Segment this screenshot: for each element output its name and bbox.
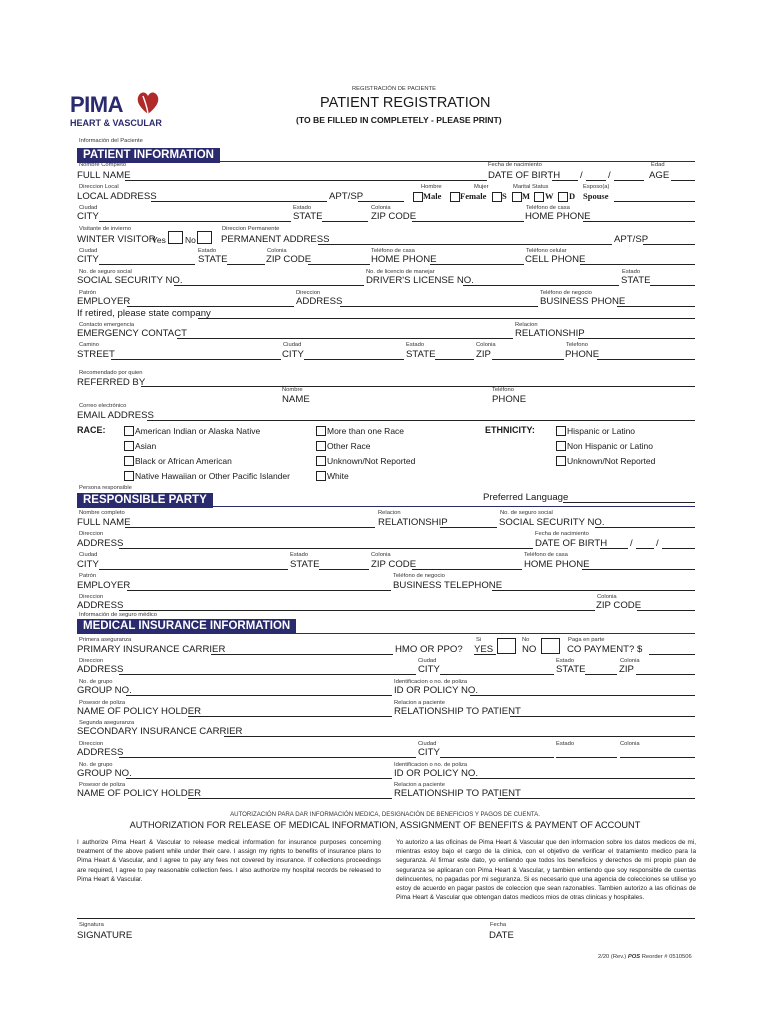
- label-es: Primera aseguranza: [79, 637, 132, 643]
- hmo-ppo-label: HMO OR PPO?: [395, 644, 463, 655]
- label-es: Direccion Permanente: [222, 226, 280, 232]
- label-es: Si: [476, 637, 482, 643]
- label-es: No. de licencio de manejar: [366, 269, 435, 275]
- state3-label: STATE: [621, 275, 651, 286]
- group2-no-label: GROUP NO.: [77, 768, 132, 779]
- hmo-no-label: NO: [522, 644, 537, 655]
- rp-zip2-field[interactable]: [637, 610, 695, 611]
- label-es: Teléfono de casa: [524, 552, 568, 558]
- apt2-field[interactable]: [643, 244, 695, 245]
- primary-carrier-field[interactable]: [211, 654, 393, 655]
- spouse-field[interactable]: [614, 201, 695, 202]
- rp-state-field[interactable]: [319, 569, 369, 570]
- label-es: No. de grupo: [79, 679, 113, 685]
- race-option-label: Other Race: [327, 441, 371, 451]
- label-es: Estado: [622, 269, 641, 275]
- cell-phone-field[interactable]: [580, 264, 695, 265]
- race-option-label: White: [327, 471, 349, 481]
- date-label: DATE: [489, 930, 514, 941]
- zip4-field[interactable]: [492, 359, 564, 360]
- authorization-text-es: Yo autorizo a las oficinas de Pima Heart & Vascular que den informacion sobre los datos medicos de mi, mientras estoy bajo el cargo de la clinica, con el objetivo de verificar el tratamiento medico para la seguranza. Al firmar este dato, yo entiendo que todos los beneficios y derechos de mi propio plan de seguranza se aplicaran con Pima Heart & Vascular, y tambien entiendo que soy responsible de cuentas delincuentes, no pagadas por mi seguranza. Si es necesario que una agencia de colecciones se utilise yo estoy de acuerdo en pagar pastos de coleccion que sean razonables. Tambien autorizo a las oficinas de Pima Heart & Vascular que obtengan datos medicos mios de otras clinicas y hospitales.: [396, 839, 696, 902]
- logo-subtitle: HEART & VASCULAR: [70, 118, 162, 128]
- group2-no-field[interactable]: [126, 778, 392, 779]
- perm-address-label: PERMANENT ADDRESS: [221, 234, 330, 245]
- label-es: Teléfono de negocio: [540, 290, 592, 296]
- label-es: Fecha de nacimiento: [488, 162, 542, 168]
- dob-label: DATE OF BIRTH: [488, 170, 561, 181]
- rp-business-phone-label: BUSINESS TELEPHONE: [393, 580, 503, 591]
- ssn-label: SOCIAL SECURITY NO.: [77, 275, 183, 286]
- label-es: Colonia: [620, 741, 640, 747]
- referrer-phone-label: PHONE: [492, 394, 527, 405]
- label-es: Edad: [651, 162, 665, 168]
- city-label: CITY: [77, 211, 99, 222]
- authorization-text-en: I authorize Pima Heart & Vascular to release medical information for insurance purposes concerning treatment of the above patient while under their care. I assign my rights to benefits of insurance plans to Pima Heart & Vascular, and I agree to pay any fees not covered by insurance. If collections proceedings are required, I agree to pay reasonable collection fees. I also authorize my hospital records be released to Pima Heart & Vascular.: [77, 839, 381, 883]
- label-es: Correo electrónico: [79, 403, 127, 409]
- male-checkbox[interactable]: [413, 192, 423, 202]
- email-label: EMAIL ADDRESS: [77, 410, 154, 421]
- rp-zip-field[interactable]: [412, 569, 522, 570]
- ins-zip-field[interactable]: [636, 674, 695, 675]
- street-field[interactable]: [111, 359, 281, 360]
- label-es: Direccion: [79, 531, 104, 537]
- referrer-name-label: NAME: [282, 394, 310, 405]
- local-address-label: LOCAL ADDRESS: [77, 191, 157, 202]
- state-field[interactable]: [322, 221, 368, 222]
- ins2-address-field[interactable]: [119, 757, 416, 758]
- apt2-label: APT/SP: [614, 234, 649, 245]
- page-title: PATIENT REGISTRATION: [320, 95, 491, 111]
- race-option-label: Native Hawaiian or Other Pacific Islander: [135, 471, 290, 481]
- label-es: Ciudad: [79, 205, 98, 211]
- race-checkbox[interactable]: [316, 456, 326, 466]
- rp-address-label: ADDRESS: [77, 538, 124, 549]
- label-es: Paga en parte: [568, 637, 605, 643]
- rel-to-patient-field[interactable]: [510, 716, 695, 717]
- label-es: Colonia: [597, 594, 617, 600]
- dob-month-field[interactable]: [552, 180, 578, 181]
- rp-dob-year-field[interactable]: [662, 548, 695, 549]
- label-es: Nombre Completo: [79, 162, 127, 168]
- race-checkbox[interactable]: [316, 426, 326, 436]
- label-es: Hombre: [421, 184, 442, 190]
- pima-logo: [70, 90, 180, 130]
- policy-no-field[interactable]: [470, 695, 695, 696]
- race-option-label: Asian: [135, 441, 157, 451]
- label-es: Direccion Local: [79, 184, 119, 190]
- rp-full-name-field[interactable]: [125, 527, 375, 528]
- city4-field[interactable]: [304, 359, 404, 360]
- label-es: Visitante de invierno: [79, 226, 132, 232]
- label-es: Fecha de nacimiento: [535, 531, 589, 537]
- preferred-language-label: Preferred Language: [483, 492, 569, 503]
- rp-ssn-label: SOCIAL SECURITY NO.: [499, 517, 605, 528]
- label-es: Telefono: [566, 342, 588, 348]
- phone4-label: PHONE: [565, 349, 600, 360]
- label-es: Ciudad: [418, 658, 437, 664]
- label-es: Estado: [406, 342, 425, 348]
- widowed-checkbox[interactable]: [534, 192, 544, 202]
- divorced-checkbox[interactable]: [558, 192, 568, 202]
- spouse-label: Spouse: [583, 191, 609, 201]
- winter-no-checkbox[interactable]: [197, 231, 212, 244]
- rp-relationship-field[interactable]: [440, 527, 497, 528]
- rel-to-patient-label: RELATIONSHIP TO PATIENT: [394, 706, 521, 717]
- race-option-label: Black or African American: [135, 456, 232, 466]
- rp-dob-label: DATE OF BIRTH: [535, 538, 608, 549]
- age-label: AGE: [649, 170, 670, 181]
- label-es: Colonia: [620, 658, 640, 664]
- slash: /: [630, 538, 633, 549]
- full-name-label: FULL NAME: [77, 170, 131, 181]
- state3-field[interactable]: [650, 285, 695, 286]
- ethnicity-checkbox[interactable]: [556, 441, 566, 451]
- license-label: DRIVER'S LICENSE NO.: [366, 275, 474, 286]
- revision-text: 2/20 (Rev.): [598, 954, 627, 960]
- dob-day-field[interactable]: [586, 180, 606, 181]
- rel2-to-patient-label: RELATIONSHIP TO PATIENT: [394, 788, 521, 799]
- rp-city-field[interactable]: [99, 569, 288, 570]
- ins2-city-label: CITY: [418, 747, 440, 758]
- rel2-to-patient-field[interactable]: [498, 798, 695, 799]
- race-checkbox[interactable]: [124, 426, 134, 436]
- preferred-language-field[interactable]: [563, 502, 695, 503]
- married-checkbox[interactable]: [512, 192, 522, 202]
- age-field[interactable]: [671, 180, 695, 181]
- policy-holder-label: NAME OF POLICY HOLDER: [77, 706, 202, 717]
- label-es: Estado: [556, 658, 575, 664]
- race-checkbox[interactable]: [316, 441, 326, 451]
- authorization-title-es: AUTORIZACIÓN PARA DAR INFORMACIÓN MEDICA, DESIGNACIÓN DE BENEFICIOS Y PAGOS DE CUENTA.: [230, 811, 540, 818]
- label-es: Relacion a paciente: [394, 782, 445, 788]
- rp-zip-label: ZIP CODE: [371, 559, 417, 570]
- emergency-contact-label: EMERGENCY CONTACT: [77, 328, 187, 339]
- label-es: Direccion: [296, 290, 321, 296]
- patient-information-header: PATIENT INFORMATION: [77, 148, 220, 163]
- label-es: Patrón: [79, 573, 97, 579]
- label-es: Ciudad: [79, 552, 98, 558]
- winter-visitor-label: WINTER VISITOR: [77, 234, 156, 245]
- rp-full-name-label: FULL NAME: [77, 517, 131, 528]
- group-no-field[interactable]: [126, 695, 392, 696]
- referred-by-field[interactable]: [141, 386, 695, 387]
- secondary-carrier-field[interactable]: [224, 736, 695, 737]
- rp-state-label: STATE: [290, 559, 320, 570]
- label-es: Colonia: [267, 248, 287, 254]
- label-es: Posesor de poliza: [79, 782, 126, 788]
- label-es: Contacto emergencia: [79, 322, 135, 328]
- ins2-state-field[interactable]: [556, 757, 617, 758]
- apt-field[interactable]: [358, 201, 404, 202]
- zip2-label: ZIP CODE: [266, 254, 312, 265]
- emergency-contact-field[interactable]: [177, 338, 513, 339]
- label-es: Direccion: [79, 594, 104, 600]
- label-es: Teléfono de casa: [526, 205, 570, 211]
- ins-state-label: STATE: [556, 664, 586, 675]
- referred-by-label: REFERRED BY: [77, 377, 146, 388]
- policy-holder-field[interactable]: [188, 716, 392, 717]
- policy-no-label: ID OR POLICY NO.: [394, 685, 479, 696]
- state4-field[interactable]: [435, 359, 474, 360]
- rp-home-phone-label: HOME PHONE: [524, 559, 590, 570]
- patient-info-es: Información del Paciente: [79, 138, 143, 144]
- rp-city-label: CITY: [77, 559, 99, 570]
- label-es: Ciudad: [283, 342, 302, 348]
- single-label: S: [502, 191, 507, 201]
- retired-label: If retired, please state company: [77, 308, 211, 319]
- race-checkbox[interactable]: [316, 471, 326, 481]
- race-option-label: American Indian or Alaska Native: [135, 426, 261, 436]
- ins2-zip-field[interactable]: [620, 757, 695, 758]
- page-subtitle: (TO BE FILLED IN COMPLETELY - PLEASE PRINT): [296, 115, 502, 125]
- secondary-carrier-label: SECONDARY INSURANCE CARRIER: [77, 726, 243, 737]
- zip4-label: ZIP: [476, 349, 491, 360]
- responsible-party-header: RESPONSIBLE PARTY: [77, 493, 213, 508]
- footer-revision: [598, 954, 692, 960]
- ethnicity-checkbox[interactable]: [556, 456, 566, 466]
- married-label: M: [522, 191, 531, 201]
- home-phone2-field[interactable]: [430, 264, 524, 265]
- label-es: Nombre completo: [79, 510, 125, 516]
- race-checkbox[interactable]: [124, 456, 134, 466]
- local-address-field[interactable]: [151, 201, 327, 202]
- label-es: Colonia: [371, 205, 391, 211]
- street-label: STREET: [77, 349, 115, 360]
- rp-dob-month-field[interactable]: [600, 548, 628, 549]
- label-es: Posesor de poliza: [79, 700, 126, 706]
- address-label: ADDRESS: [296, 296, 343, 307]
- ins-address-field[interactable]: [119, 674, 416, 675]
- zip-field[interactable]: [412, 221, 524, 222]
- policy-holder2-field[interactable]: [188, 798, 392, 799]
- label-es: Direccion: [79, 658, 104, 664]
- race-option-label: Unknown/Not Reported: [327, 456, 416, 466]
- ins-state-field[interactable]: [585, 674, 617, 675]
- policy2-no-field[interactable]: [470, 778, 695, 779]
- label-es: No. de seguro social: [79, 269, 132, 275]
- rp-business-phone-field[interactable]: [492, 590, 695, 591]
- state2-field[interactable]: [227, 264, 265, 265]
- city4-label: CITY: [282, 349, 304, 360]
- policy2-no-label: ID OR POLICY NO.: [394, 768, 479, 779]
- home-phone-field[interactable]: [583, 221, 695, 222]
- ins-city-label: CITY: [418, 664, 440, 675]
- label-es: Esposo(a): [583, 184, 610, 190]
- signature-label: SIGNATURE: [77, 930, 133, 941]
- label-es: Teléfono de negocio: [393, 573, 445, 579]
- label-es: Recomendado por quien: [79, 370, 143, 376]
- hmo-yes-line: [474, 654, 496, 655]
- divorced-label: D: [569, 191, 576, 201]
- ethnicity-option-label: Hispanic or Latino: [567, 426, 636, 436]
- relationship-field[interactable]: [578, 338, 695, 339]
- label-es: No. de seguro social: [500, 510, 553, 516]
- male-label: Male: [423, 191, 442, 201]
- label-es: Estado: [290, 552, 309, 558]
- logo-word: PIMA: [70, 92, 123, 117]
- label-es: Ciudad: [79, 248, 98, 254]
- authorization-title: AUTHORIZATION FOR RELEASE OF MEDICAL INFORMATION, ASSIGNMENT OF BENEFITS & PAYMENT OF ACCOUNT: [129, 820, 641, 830]
- apt-label: APT/SP: [329, 191, 364, 202]
- heart-logo-icon: [134, 90, 162, 116]
- policy-holder2-label: NAME OF POLICY HOLDER: [77, 788, 202, 799]
- email-field[interactable]: [147, 420, 695, 421]
- label-es: Teléfono: [492, 387, 514, 393]
- ins2-city-field[interactable]: [440, 757, 554, 758]
- retired-company-field[interactable]: [198, 318, 695, 319]
- medical-insurance-header: MEDICAL INSURANCE INFORMATION: [77, 619, 296, 634]
- label-es: Nombre: [282, 387, 303, 393]
- slash: /: [608, 170, 611, 181]
- label-es: Identificacion o no. de poliza: [394, 679, 468, 685]
- label-es: Identificacion o no. de poliza: [394, 762, 468, 768]
- label-es: Patrón: [79, 290, 97, 296]
- rp-employer-field[interactable]: [127, 590, 391, 591]
- label-es: Colonia: [371, 552, 391, 558]
- label-es: Segunda aseguranza: [79, 720, 135, 726]
- address-field[interactable]: [340, 306, 538, 307]
- hmo-no-checkbox[interactable]: [541, 638, 560, 654]
- copay-label: CO PAYMENT? $: [567, 644, 643, 655]
- state2-label: STATE: [198, 254, 228, 265]
- rp-dob-day-field[interactable]: [636, 548, 654, 549]
- widowed-label: W: [545, 191, 554, 201]
- city2-label: CITY: [77, 254, 99, 265]
- label-es: Estado: [198, 248, 217, 254]
- full-name-field[interactable]: [125, 180, 487, 181]
- female-checkbox[interactable]: [450, 192, 460, 202]
- registration-es: REGISTRACIÓN DE PACIENTE: [352, 86, 436, 92]
- label-es: Estado: [293, 205, 312, 211]
- winter-no-label: No: [185, 235, 196, 245]
- hmo-yes-label: YES: [474, 644, 494, 655]
- race-checkbox[interactable]: [124, 441, 134, 451]
- state-label: STATE: [293, 211, 323, 222]
- label-es: Direccion: [79, 741, 104, 747]
- state4-label: STATE: [406, 349, 436, 360]
- label-es: Fecha: [490, 922, 507, 928]
- slash: /: [656, 538, 659, 549]
- ins-city-field[interactable]: [440, 674, 554, 675]
- zip2-field[interactable]: [308, 264, 370, 265]
- home-phone-label: HOME PHONE: [525, 211, 591, 222]
- winter-yes-label: Yes: [152, 235, 166, 245]
- group-no-label: GROUP NO.: [77, 685, 132, 696]
- pos-logo-text: POS: [627, 954, 641, 960]
- race-checkbox[interactable]: [124, 471, 134, 481]
- label-es: Ciudad: [418, 741, 437, 747]
- hmo-yes-checkbox[interactable]: [497, 638, 516, 654]
- slash: /: [580, 170, 583, 181]
- rp-employer-label: EMPLOYER: [77, 580, 131, 591]
- label-es: Relacion a paciente: [394, 700, 445, 706]
- dob-year-field[interactable]: [614, 180, 644, 181]
- ethnicity-option-label: Unknown/Not Reported: [567, 456, 656, 466]
- rp-zip2-label: ZIP CODE: [596, 600, 642, 611]
- rp-ssn-field[interactable]: [595, 527, 695, 528]
- ins-zip-label: ZIP: [619, 664, 634, 675]
- label-es: Marital Status: [513, 184, 549, 190]
- female-label: Female: [460, 191, 487, 201]
- single-checkbox[interactable]: [492, 192, 502, 202]
- home-phone2-label: HOME PHONE: [371, 254, 437, 265]
- label-es: Relacion: [515, 322, 538, 328]
- label-es: No: [522, 637, 530, 643]
- rp-address2-label: ADDRESS: [77, 600, 124, 611]
- employer-field[interactable]: [127, 306, 294, 307]
- business-phone-field[interactable]: [617, 306, 695, 307]
- signature-line[interactable]: [77, 918, 695, 919]
- ethnicity-option-label: Non Hispanic or Latino: [567, 441, 653, 451]
- label-es: Teléfono de casa: [371, 248, 415, 254]
- label-es: Persona responsible: [79, 485, 132, 491]
- rp-home-phone-field[interactable]: [582, 569, 695, 570]
- primary-carrier-label: PRIMARY INSURANCE CARRIER: [77, 644, 226, 655]
- label-es: Relacion: [378, 510, 401, 516]
- city2-field[interactable]: [99, 264, 195, 265]
- license-field[interactable]: [463, 285, 619, 286]
- race-label: RACE:: [77, 425, 106, 435]
- cell-phone-label: CELL PHONE: [525, 254, 586, 265]
- label-es: Camino: [79, 342, 99, 348]
- label-es: No. de grupo: [79, 762, 113, 768]
- label-es: Teléfono celular: [526, 248, 567, 254]
- label-es: Signatura: [79, 922, 104, 928]
- city-field[interactable]: [99, 221, 291, 222]
- relationship-label: RELATIONSHIP: [515, 328, 585, 339]
- label-es: Mujer: [474, 184, 489, 190]
- rp-address2-field[interactable]: [119, 610, 595, 611]
- rp-relationship-label: RELATIONSHIP: [378, 517, 448, 528]
- winter-yes-checkbox[interactable]: [168, 231, 183, 244]
- reorder-text: Reorder # 0510506: [641, 954, 692, 960]
- rp-address-field[interactable]: [119, 548, 533, 549]
- business-phone-label: BUSINESS PHONE: [540, 296, 626, 307]
- label-es: Estado: [556, 741, 575, 747]
- phone4-field[interactable]: [597, 359, 695, 360]
- copay-field[interactable]: [649, 654, 695, 655]
- zip-label: ZIP CODE: [371, 211, 417, 222]
- ins-address-label: ADDRESS: [77, 664, 124, 675]
- ethnicity-label: ETHNICITY:: [485, 425, 535, 435]
- ssn-field[interactable]: [174, 285, 364, 286]
- ethnicity-checkbox[interactable]: [556, 426, 566, 436]
- race-option-label: More than one Race: [327, 426, 405, 436]
- label-es: Información de seguro médico: [79, 612, 157, 618]
- label-es: Colonia: [476, 342, 496, 348]
- employer-label: EMPLOYER: [77, 296, 131, 307]
- perm-address-field[interactable]: [318, 244, 612, 245]
- ins2-address-label: ADDRESS: [77, 747, 124, 758]
